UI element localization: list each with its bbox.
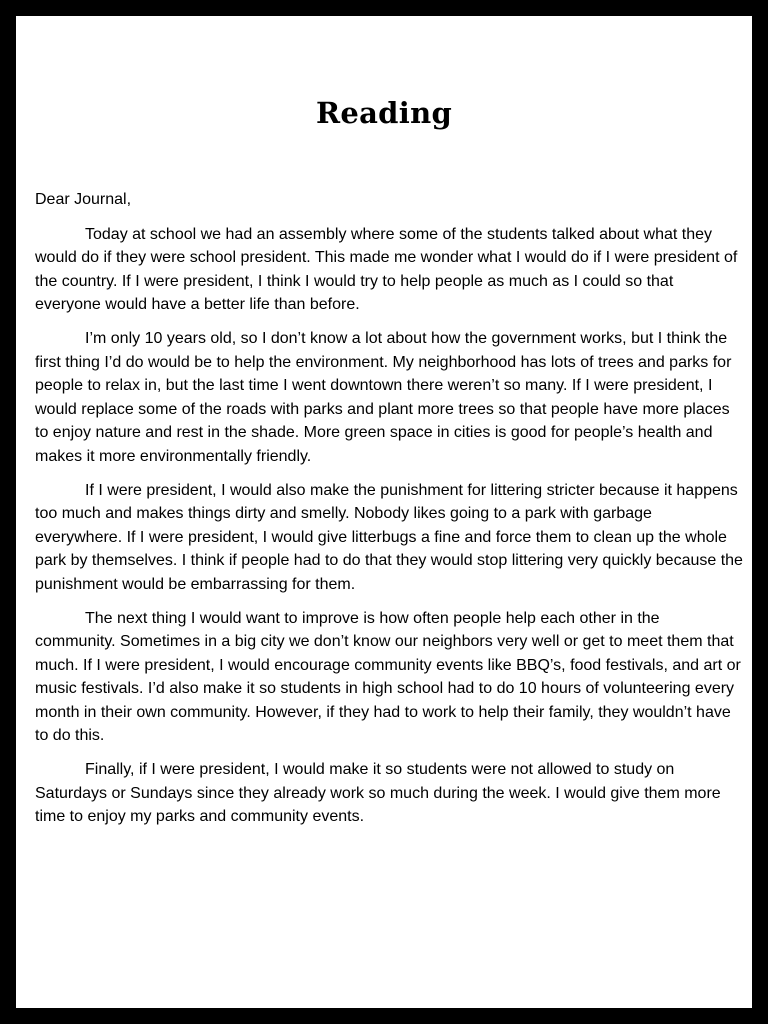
paragraph-2: I’m only 10 years old, so I don’t know a lot about how the government works, but I think the first thing I’d do would be to help the environment. My neighborhood has lots of trees and parks for people to relax in, but the last time I went downtown there weren’t so many. If I were president, I would replace some of the roads with parks and plant more trees so that people have more places to enjoy nature and rest in the shade. More green space in cities is good for people’s health and makes it more environmentally friendly. <box>35 329 732 465</box>
paragraph-1: Today at school we had an assembly where some of the students talked about what they would do if they were school president. This made me wonder what I would do if I were president of the country. If I were president, I think I would try to help people as much as I could so that everyone would have a better life than before. <box>35 225 738 314</box>
journal-body <box>35 188 743 839</box>
paragraph-5: Finally, if I were president, I would make it so students were not allowed to study on Saturdays or Sundays since they already work so much during the week. I would give them more time to enjoy my parks and community events. <box>35 761 721 826</box>
salutation: Dear Journal, <box>35 191 132 208</box>
page-title: Reading <box>315 96 453 130</box>
paragraph-3: If I were president, I would also make the punishment for littering stricter because it happens too much and makes things dirty and smelly. Nobody likes going to a park with garbage everywhere. If I were president, I would give litterbugs a fine and force them to clean up the whole park by themselves. I think if people had to do that they would stop littering very quickly because the punishment would be embarrassing for them. <box>35 481 743 593</box>
document-page <box>16 16 752 1008</box>
paragraph-4: The next thing I would want to improve is how often people help each other in the community. Sometimes in a big city we don’t know our neighbors very well or get to meet them that much. If I were president, I would encourage community events like BBQ’s, food festivals, and art or music festivals. I’d also make it so students in high school had to do 10 hours of volunteering every month in their own community. However, if they had to work to help their family, they wouldn’t have to do this. <box>35 609 741 745</box>
